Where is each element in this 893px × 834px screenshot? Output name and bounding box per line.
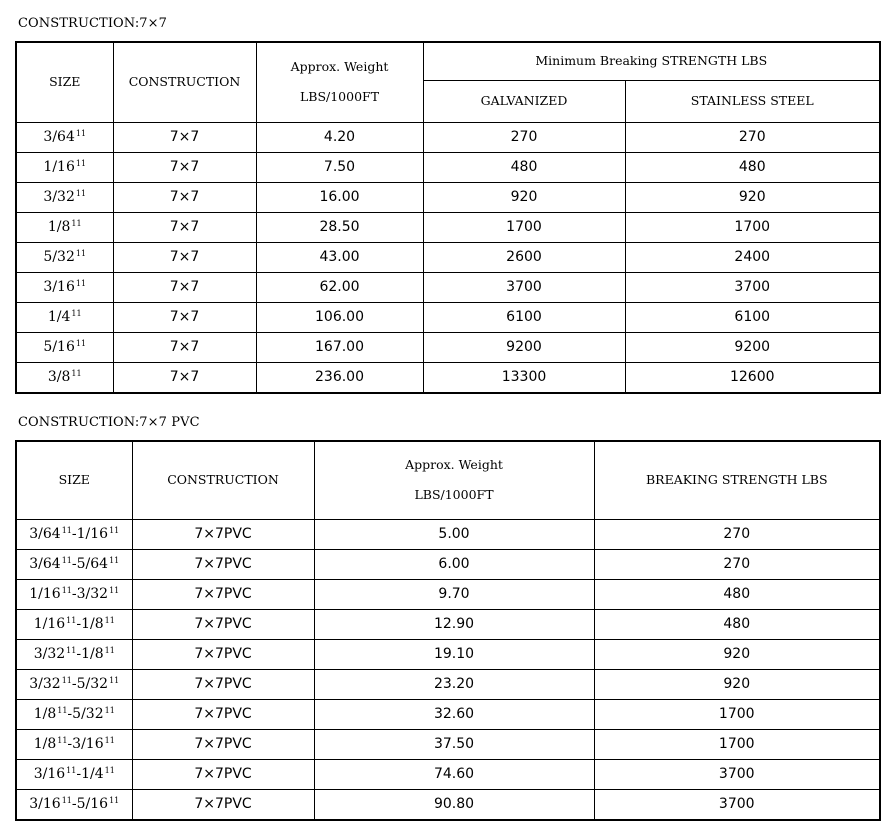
table-row xyxy=(16,699,880,729)
construction-7x7-pvc-table xyxy=(15,440,881,821)
size-superscript: 11 xyxy=(75,279,87,288)
weight-cell: 62.00 xyxy=(256,272,423,302)
size-superscript: 11 xyxy=(109,796,120,805)
galvanized-cell: 480 xyxy=(423,152,625,182)
size-superscript: 11 xyxy=(61,586,72,595)
construction-cell: 7×7PVC xyxy=(132,669,314,699)
weight-cell: 4.20 xyxy=(256,122,423,152)
weight-cell: 23.20 xyxy=(314,669,594,699)
size-cell xyxy=(16,272,113,302)
header-construction: CONSTRUCTION xyxy=(113,42,256,122)
size-to: 3/32 xyxy=(76,586,109,602)
stainless-cell: 2400 xyxy=(625,242,880,272)
stainless-cell: 6100 xyxy=(625,302,880,332)
table-row xyxy=(16,242,880,272)
size-value: 1/16 xyxy=(43,159,75,175)
size-range-cell xyxy=(16,549,132,579)
size-from: 1/16 xyxy=(29,586,61,602)
size-to: 5/32 xyxy=(72,706,104,722)
header-weight-line2: LBS/1000FT xyxy=(414,487,494,503)
strength-cell: 920 xyxy=(594,639,880,669)
weight-cell: 32.60 xyxy=(314,699,594,729)
construction-cell: 7×7PVC xyxy=(132,729,314,759)
weight-cell: 167.00 xyxy=(256,332,423,362)
construction-cell: 7×7 xyxy=(113,152,256,182)
size-to: 1/4 xyxy=(81,766,104,782)
size-superscript: 11 xyxy=(109,526,120,535)
size-superscript: 11 xyxy=(71,219,82,228)
header-weight-line1: Approx. Weight xyxy=(405,457,503,473)
table-row xyxy=(16,759,880,789)
strength-cell: 920 xyxy=(594,669,880,699)
size-cell xyxy=(16,152,113,182)
size-to: 5/16 xyxy=(76,796,109,812)
construction-cell: 7×7PVC xyxy=(132,549,314,579)
weight-cell: 5.00 xyxy=(314,519,594,549)
stainless-cell: 3700 xyxy=(625,272,880,302)
size-superscript: 11 xyxy=(75,159,87,168)
header-strength-group: Minimum Breaking STRENGTH LBS xyxy=(423,42,880,80)
weight-cell: 74.60 xyxy=(314,759,594,789)
strength-cell: 270 xyxy=(594,519,880,549)
weight-cell: 9.70 xyxy=(314,579,594,609)
header-weight-line1: Approx. Weight xyxy=(290,59,389,75)
stainless-cell: 9200 xyxy=(625,332,880,362)
size-from: 1/8 xyxy=(33,706,57,722)
construction-cell: 7×7PVC xyxy=(132,639,314,669)
size-to: 5/64 xyxy=(76,556,109,572)
size-superscript: 11 xyxy=(61,526,72,535)
header-weight xyxy=(256,42,423,122)
table-row xyxy=(16,212,880,242)
size-range-cell xyxy=(16,639,132,669)
strength-cell: 3700 xyxy=(594,759,880,789)
size-superscript: 11 xyxy=(71,309,82,318)
galvanized-cell: 9200 xyxy=(423,332,625,362)
size-value: 5/16 xyxy=(43,339,75,355)
size-value: 5/32 xyxy=(43,249,75,265)
table-row xyxy=(16,362,880,393)
galvanized-cell: 6100 xyxy=(423,302,625,332)
weight-cell: 236.00 xyxy=(256,362,423,393)
size-from: 1/16 xyxy=(33,616,66,632)
range-dash: - xyxy=(76,616,82,632)
table-row xyxy=(16,579,880,609)
size-value: 3/64 xyxy=(43,129,75,145)
size-range-cell xyxy=(16,759,132,789)
galvanized-cell: 920 xyxy=(423,182,625,212)
size-to: 1/16 xyxy=(76,526,109,542)
table-row xyxy=(16,332,880,362)
stainless-cell: 920 xyxy=(625,182,880,212)
construction-cell: 7×7 xyxy=(113,212,256,242)
size-superscript: 11 xyxy=(75,339,87,348)
construction-cell: 7×7 xyxy=(113,122,256,152)
table-row xyxy=(16,639,880,669)
size-range-cell xyxy=(16,729,132,759)
size-superscript: 11 xyxy=(66,646,77,655)
size-superscript: 11 xyxy=(109,586,120,595)
construction-cell: 7×7 xyxy=(113,302,256,332)
size-cell xyxy=(16,122,113,152)
size-to: 5/32 xyxy=(76,676,109,692)
weight-cell: 7.50 xyxy=(256,152,423,182)
strength-cell: 270 xyxy=(594,549,880,579)
range-dash: - xyxy=(67,706,73,722)
size-range-cell xyxy=(16,789,132,820)
stainless-cell: 270 xyxy=(625,122,880,152)
size-cell xyxy=(16,212,113,242)
size-superscript: 11 xyxy=(104,706,115,715)
construction-cell: 7×7 xyxy=(113,362,256,393)
size-superscript: 11 xyxy=(104,646,115,655)
galvanized-cell: 270 xyxy=(423,122,625,152)
construction-7x7-table xyxy=(15,41,881,394)
size-superscript: 11 xyxy=(75,129,87,138)
construction-cell: 7×7PVC xyxy=(132,609,314,639)
construction-cell: 7×7PVC xyxy=(132,759,314,789)
galvanized-cell: 13300 xyxy=(423,362,625,393)
header-size: SIZE xyxy=(16,441,132,519)
size-cell xyxy=(16,182,113,212)
weight-cell: 43.00 xyxy=(256,242,423,272)
header-size: SIZE xyxy=(16,42,113,122)
weight-cell: 16.00 xyxy=(256,182,423,212)
size-value: 3/16 xyxy=(43,279,75,295)
stainless-cell: 1700 xyxy=(625,212,880,242)
galvanized-cell: 3700 xyxy=(423,272,625,302)
size-superscript: 11 xyxy=(61,676,72,685)
galvanized-cell: 2600 xyxy=(423,242,625,272)
weight-cell: 28.50 xyxy=(256,212,423,242)
size-cell xyxy=(16,302,113,332)
weight-cell: 37.50 xyxy=(314,729,594,759)
size-superscript: 11 xyxy=(71,369,82,378)
weight-cell: 19.10 xyxy=(314,639,594,669)
size-from: 1/8 xyxy=(33,736,57,752)
strength-cell: 480 xyxy=(594,579,880,609)
table-row xyxy=(16,182,880,212)
range-dash: - xyxy=(76,646,82,662)
table-row xyxy=(16,609,880,639)
size-superscript: 11 xyxy=(109,556,120,565)
size-superscript: 11 xyxy=(66,766,77,775)
size-range-cell xyxy=(16,699,132,729)
table2-caption: CONSTRUCTION:7×7 PVC xyxy=(18,415,200,430)
size-from: 3/16 xyxy=(33,766,66,782)
galvanized-cell: 1700 xyxy=(423,212,625,242)
weight-cell: 12.90 xyxy=(314,609,594,639)
stainless-cell: 480 xyxy=(625,152,880,182)
size-superscript: 11 xyxy=(75,249,87,258)
construction-cell: 7×7 xyxy=(113,242,256,272)
size-superscript: 11 xyxy=(57,736,68,745)
size-value: 3/8 xyxy=(47,369,71,385)
table-row xyxy=(16,152,880,182)
table-row xyxy=(16,789,880,820)
construction-cell: 7×7PVC xyxy=(132,789,314,820)
size-superscript: 11 xyxy=(61,796,72,805)
strength-cell: 3700 xyxy=(594,789,880,820)
table-row xyxy=(16,272,880,302)
header-galvanized: GALVANIZED xyxy=(423,80,625,122)
range-dash: - xyxy=(71,676,77,692)
size-value: 1/8 xyxy=(47,219,71,235)
size-range-cell xyxy=(16,519,132,549)
size-superscript: 11 xyxy=(61,556,72,565)
weight-cell: 106.00 xyxy=(256,302,423,332)
size-cell xyxy=(16,242,113,272)
construction-cell: 7×7 xyxy=(113,332,256,362)
size-from: 3/64 xyxy=(29,526,61,542)
size-range-cell xyxy=(16,669,132,699)
construction-cell: 7×7PVC xyxy=(132,699,314,729)
header-construction: CONSTRUCTION xyxy=(132,441,314,519)
range-dash: - xyxy=(67,736,73,752)
size-to: 1/8 xyxy=(81,646,104,662)
size-value: 1/4 xyxy=(47,309,71,325)
size-to: 3/16 xyxy=(72,736,104,752)
range-dash: - xyxy=(71,796,77,812)
header-strength: BREAKING STRENGTH LBS xyxy=(594,441,880,519)
size-from: 3/64 xyxy=(29,556,61,572)
strength-cell: 1700 xyxy=(594,729,880,759)
size-range-cell xyxy=(16,609,132,639)
construction-cell: 7×7PVC xyxy=(132,519,314,549)
strength-cell: 480 xyxy=(594,609,880,639)
size-cell xyxy=(16,362,113,393)
header-weight xyxy=(314,441,594,519)
size-superscript: 11 xyxy=(104,736,115,745)
size-superscript: 11 xyxy=(109,676,120,685)
range-dash: - xyxy=(71,526,77,542)
size-from: 3/32 xyxy=(29,676,61,692)
weight-cell: 90.80 xyxy=(314,789,594,820)
size-to: 1/8 xyxy=(81,616,104,632)
size-cell xyxy=(16,332,113,362)
size-superscript: 11 xyxy=(75,189,87,198)
size-from: 3/16 xyxy=(29,796,61,812)
range-dash: - xyxy=(71,556,77,572)
table-row xyxy=(16,549,880,579)
range-dash: - xyxy=(76,766,82,782)
range-dash: - xyxy=(71,586,77,602)
table-row xyxy=(16,519,880,549)
construction-cell: 7×7 xyxy=(113,272,256,302)
header-stainless: STAINLESS STEEL xyxy=(625,80,880,122)
size-value: 3/32 xyxy=(43,189,75,205)
size-superscript: 11 xyxy=(104,616,115,625)
table-row xyxy=(16,729,880,759)
size-superscript: 11 xyxy=(66,616,77,625)
weight-cell: 6.00 xyxy=(314,549,594,579)
size-superscript: 11 xyxy=(104,766,115,775)
table1-caption: CONSTRUCTION:7×7 xyxy=(18,16,168,31)
size-range-cell xyxy=(16,579,132,609)
size-superscript: 11 xyxy=(57,706,68,715)
size-from: 3/32 xyxy=(33,646,66,662)
table-row xyxy=(16,122,880,152)
header-weight-line2: LBS/1000FT xyxy=(299,89,380,105)
strength-cell: 1700 xyxy=(594,699,880,729)
stainless-cell: 12600 xyxy=(625,362,880,393)
construction-cell: 7×7PVC xyxy=(132,579,314,609)
construction-cell: 7×7 xyxy=(113,182,256,212)
table-row xyxy=(16,302,880,332)
table-row xyxy=(16,669,880,699)
